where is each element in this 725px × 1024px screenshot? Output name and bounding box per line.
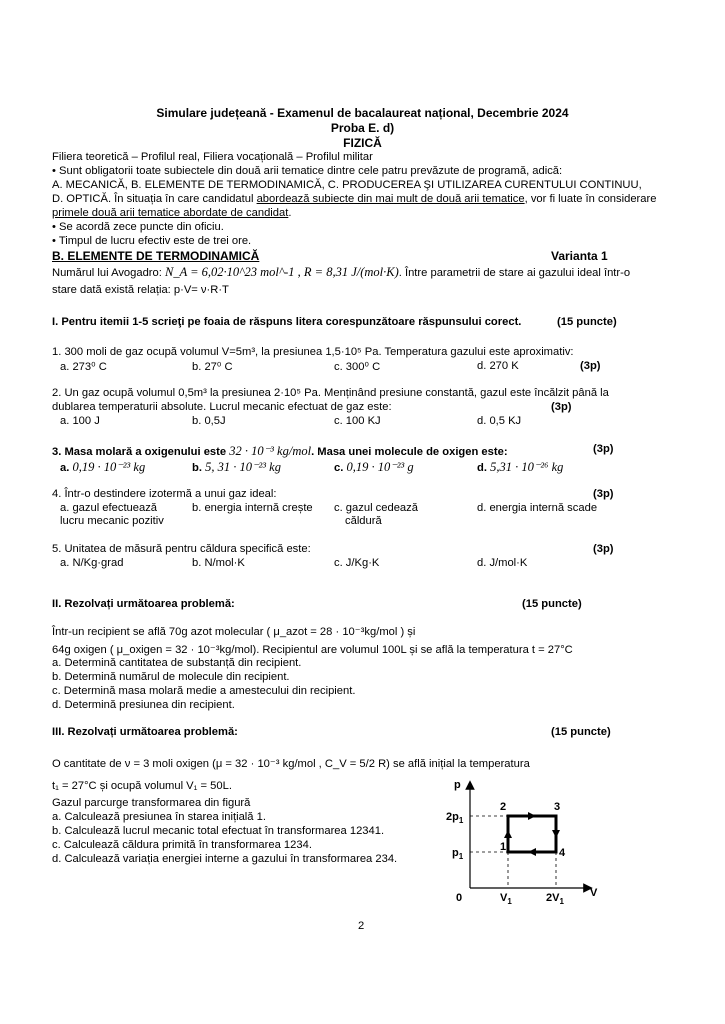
item-2-points: (3p) [551,401,572,413]
item-2-option-b: b. 0,5J [192,415,226,427]
item-3-text-end: . Masa unei molecule de oxigen este: [311,446,508,458]
item-3-question [52,443,508,459]
rule-1d-underlined: primele două arii tematice abordate de candidat [52,207,289,219]
item-4-option-a-cont: lucru mecanic pozitiv [60,515,164,527]
part3-intro-1: O cantitate de ν = 3 moli oxigen (μ = 32 · 10⁻³ kg/mol , C_V = 5/2 R) se află inițial la temperatura [52,758,530,770]
avogadro-label: Numărul lui Avogadro: [52,267,165,279]
item-4-option-d: d. energia internă scade [477,502,598,514]
item-3-formula: 32 · 10⁻³ kg/mol [229,444,312,458]
item-3-option-b: b. 5, 31 · 10⁻²³ kg [192,460,281,474]
v-axis-label: V [590,887,598,899]
part2-task-d: d. Determină presiunea din recipient. [52,699,235,711]
part1-points: (15 puncte) [557,316,617,328]
item-4-option-c: c. gazul cedează [334,502,418,514]
label-2p1: $2p_1$ [446,811,464,825]
item-3-option-d-value: 5,31 · 10⁻²⁶ kg [490,460,564,474]
filiera-line: Filiera teoretică – Profilul real, Filiera vocațională – Profilul militar [52,151,373,163]
item-4-option-c-cont: căldură [345,515,382,527]
item-4-question: 4. Într-o destindere izotermă a unui gaz ideal: [52,488,277,500]
item-5-option-b: b. N/mol·K [192,557,245,569]
label-2v1: $2V_1$ [546,892,564,906]
item-1-points: (3p) [580,360,601,372]
rule-1c [52,193,656,205]
part3-task-a: a. Calculează presiunea în starea inițială 1. [52,811,266,823]
rule-1d-end: . [288,207,292,219]
item-4-option-b: b. energia internă crește [192,502,313,514]
part2-task-c: c. Determină masa molară medie a amestecului din recipient. [52,685,356,697]
part2-intro-2: 64g oxigen ( μ_oxigen = 32 · 10⁻³kg/mol). Recipientul are volumul 100L și se află la temperatura t = 27°C [52,644,573,656]
point-3-label: 3 [554,801,561,813]
point-2-label: 2 [500,801,507,813]
item-4-points: (3p) [593,488,614,500]
rule-1c-start: D. OPTICĂ. În situația în care candidatul [52,193,257,205]
item-5-points: (3p) [593,543,614,555]
item-3-option-c: c. 0,19 · 10⁻²³ g [334,460,414,474]
point-4-label: 4 [559,847,566,859]
part3-points: (15 puncte) [551,726,611,738]
part2-intro-1: Într-un recipient se află 70g azot molecular ( μ_azot = 28 · 10⁻³kg/mol ) și [52,626,416,638]
avogadro-line [52,265,630,280]
label-v1: $V_1$ [500,892,512,906]
rule-3: • Timpul de lucru efectiv este de trei ore. [52,235,252,247]
arrow-2-3 [528,812,536,820]
state-relation: stare dată există relația: p·V= ν·R·T [52,284,229,296]
part2-task-b: b. Determină numărul de molecule din recipient. [52,671,290,683]
label-p1: $p_1$ [452,847,464,861]
item-2-option-a: a. 100 J [60,415,100,427]
item-3-points: (3p) [593,443,614,455]
variant-label: Varianta 1 [551,249,608,263]
rule-2: • Se acordă zece puncte din oficiu. [52,221,224,233]
p-axis-label: p [454,779,461,791]
page-number: 2 [358,920,365,932]
item-4-option-a: a. gazul efectuează [60,502,158,514]
part1-heading: I. Pentru itemii 1-5 scrieţi pe foaia de răspuns litera corespunzătoare răspunsului corect. [52,316,522,328]
point-1-label: 1 [500,841,507,853]
item-2-question-2: dublarea temperaturii absolute. Lucrul mecanic efectuat de gaz este: [52,401,392,413]
part3-task-b: b. Calculează lucrul mecanic total efectuat în transformarea 12341. [52,825,385,837]
item-3-option-c-value: 0,19 · 10⁻²³ g [346,460,414,474]
item-3-option-b-value: 5, 31 · 10⁻²³ kg [205,460,281,474]
section-title: B. ELEMENTE DE TERMODINAMICĂ [52,249,260,263]
exam-proba: Proba E. d) [330,121,395,135]
origin-label: 0 [456,892,463,904]
item-2-option-d: d. 0,5 KJ [477,415,522,427]
item-3-option-a-value: 0,19 · 10⁻²³ kg [72,460,146,474]
part3-intro-2: t₁ = 27°C și ocupă volumul V₁ = 50L. [52,780,232,792]
exam-title: Simulare județeană - Examenul de bacalaureat național, Decembrie 2024 [156,106,569,120]
exam-subject: FIZICĂ [343,136,382,150]
arrow-3-4 [552,830,560,838]
item-2-option-c: c. 100 KJ [334,415,381,427]
item-5-option-d: d. J/mol·K [477,557,528,569]
item-1-question: 1. 300 moli de gaz ocupă volumul V=5m³, la presiunea 1,5·10⁵ Pa. Temperatura gazului este aproximativ: [52,346,574,358]
arrow-1-2 [504,830,512,838]
rule-1a: • Sunt obligatorii toate subiectele din două arii tematice dintre cele patru prevăzute de programă, adică: [52,165,563,177]
rule-1b: A. MECANICĂ, B. ELEMENTE DE TERMODINAMICĂ, C. PRODUCEREA ŞI UTILIZAREA CURENTULUI CONTINUU, [52,179,642,191]
item-5-option-a: a. N/Kg·grad [60,557,124,569]
pv-diagram [430,770,610,910]
rule-1c-underlined: abordează subiecte din mai mult de două arii tematice [256,193,525,205]
avogadro-tail: . Între parametrii de stare ai gazului ideal într-o [398,267,631,279]
item-5-option-c: c. J/Kg·K [334,557,380,569]
avogadro-formula: N_A = 6,02·10^23 mol^-1 , R = 8,31 J/(mol·K) [164,265,399,279]
item-2-question: 2. Un gaz ocupă volumul 0,5m³ la presiunea 2·10⁵ Pa. Menținând presiune constantă, gazul este încălzit până la [52,387,609,399]
part2-task-a: a. Determină cantitatea de substanță din recipient. [52,657,302,669]
cycle-rectangle [508,816,556,852]
arrow-4-1 [528,848,536,856]
item-3-option-a: a. 0,19 · 10⁻²³ kg [60,460,146,474]
part3-task-c: c. Calculează căldura primită în transformarea 1234. [52,839,312,851]
item-1-option-c: c. 300⁰ C [334,361,381,373]
item-1-option-b: b. 27⁰ C [192,361,233,373]
item-5-question: 5. Unitatea de măsură pentru căldura specifică este: [52,543,311,555]
item-1-option-d: d. 270 K [477,360,519,372]
part3-heading: III. Rezolvați următoarea problemă: [52,726,238,738]
item-3-text: 3. Masa molară a oxigenului este [52,446,230,458]
rule-1c-end: , vor fi luate în considerare [524,193,657,205]
part2-heading: II. Rezolvați următoarea problemă: [52,598,235,610]
part3-intro-3: Gazul parcurge transformarea din figură [52,797,251,809]
rule-1d [52,207,291,219]
item-1-option-a: a. 273⁰ C [60,361,107,373]
part3-task-d: d. Calculează variația energiei interne a gazului în transformarea 234. [52,853,398,865]
item-3-option-d: d. 5,31 · 10⁻²⁶ kg [477,460,564,474]
part2-points: (15 puncte) [522,598,582,610]
